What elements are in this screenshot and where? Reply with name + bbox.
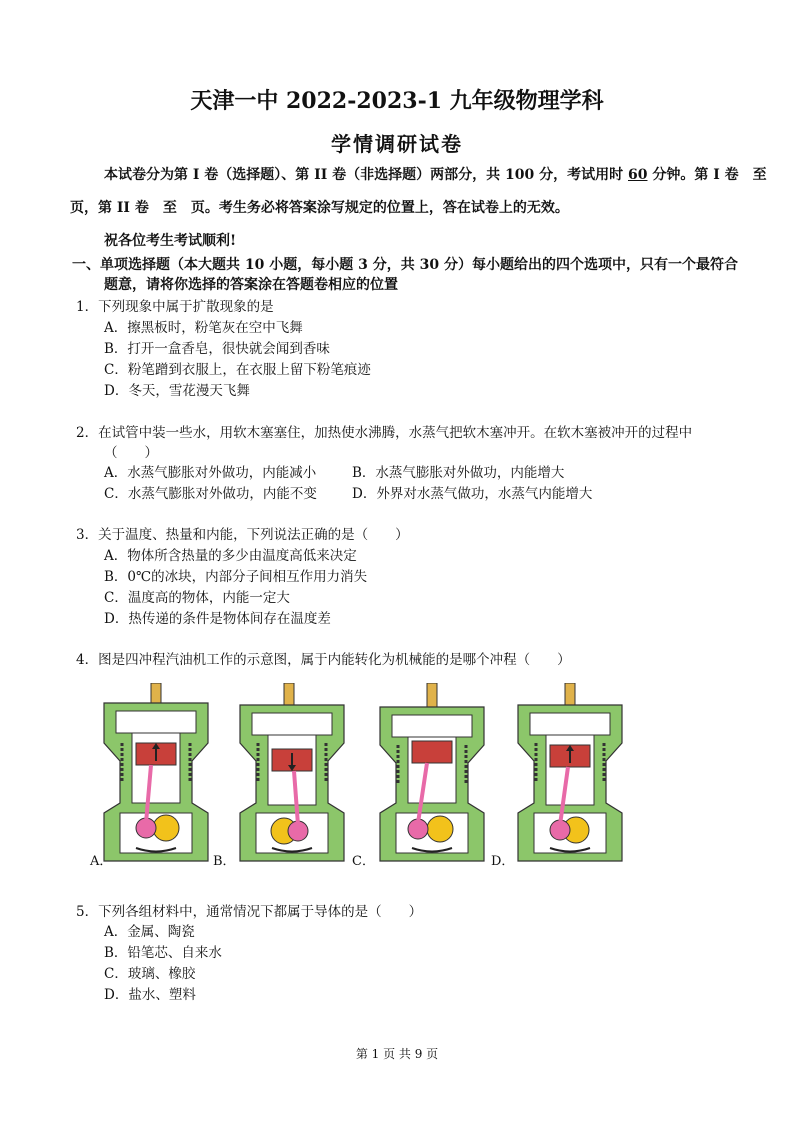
q3-option-b[interactable]: B．0℃的冰块，内部分子间相互作用力消失 <box>104 569 368 585</box>
q1-option-d[interactable]: D．冬天，雪花漫天飞舞 <box>104 383 250 399</box>
question-4-stem: 4．图是四冲程汽油机工作的示意图，属于内能转化为机械能的是哪个冲程（ ） <box>76 652 571 668</box>
q1-option-b[interactable]: B．打开一盒香皂，很快就会闻到香味 <box>104 341 330 357</box>
q1-option-a[interactable]: A．擦黑板时，粉笔灰在空中飞舞 <box>104 320 303 336</box>
section-heading-2: 题意，请将你选择的答案涂在答题卷相应的位置 <box>104 277 398 293</box>
question-2-bracket: （ ） <box>104 445 158 461</box>
q5-option-d[interactable]: D．盐水、塑料 <box>104 987 196 1003</box>
intro-line-2: 页，第 II 卷 至 页。考生务必将答案涂写规定的位置上，答在试卷上的无效。 <box>70 200 569 216</box>
exam-subtitle: 学情调研试卷 <box>331 132 463 156</box>
engine-label-c: C． <box>352 854 375 869</box>
engine-label-a: A． <box>90 854 113 869</box>
q2-option-b[interactable]: B．水蒸气膨胀对外做功，内能增大 <box>352 465 565 481</box>
question-2-stem: 2．在试管中装一些水，用软木塞塞住，加热使水沸腾，水蒸气把软木塞冲开。在软木塞被冲开的过程中 <box>76 425 693 441</box>
q3-option-d[interactable]: D．热传递的条件是物体间存在温度差 <box>104 611 331 627</box>
engine-diagram-c[interactable] <box>372 683 492 868</box>
q3-option-a[interactable]: A．物体所含热量的多少由温度高低来决定 <box>104 548 357 564</box>
question-1-stem: 1．下列现象中属于扩散现象的是 <box>76 299 274 315</box>
engine-label-b: B． <box>213 854 236 869</box>
q2-option-d[interactable]: D．外界对水蒸气做功，水蒸气内能增大 <box>352 486 593 502</box>
intro-line-1: 本试卷分为第 I 卷（选择题）、第 II 卷（非选择题）两部分，共 100 分，考试用时 60 分钟。第 I 卷 至 <box>104 167 767 183</box>
question-3-stem: 3．关于温度、热量和内能，下列说法正确的是（ ） <box>76 527 409 543</box>
q2-option-c[interactable]: C．水蒸气膨胀对外做功，内能不变 <box>104 486 317 502</box>
wish-line: 祝各位考生考试顺利! <box>104 233 237 249</box>
q5-option-c[interactable]: C．玻璃、橡胶 <box>104 966 196 982</box>
q5-option-a[interactable]: A．金属、陶瓷 <box>104 924 195 940</box>
engine-diagram-a[interactable] <box>96 683 216 868</box>
engine-diagram-b[interactable] <box>232 683 352 868</box>
engine-label-d: D． <box>491 854 515 869</box>
engine-diagram-d[interactable] <box>510 683 630 868</box>
page-footer: 第 1 页 共 9 页 <box>355 1047 439 1061</box>
section-heading-1: 一、单项选择题（本大题共 10 小题，每小题 3 分，共 30 分）每小题给出的四个选项中，只有一个最符合 <box>72 257 738 273</box>
question-5-stem: 5．下列各组材料中，通常情况下都属于导体的是（ ） <box>76 904 423 920</box>
q2-option-a[interactable]: A．水蒸气膨胀对外做功，内能减小 <box>104 465 317 481</box>
q5-option-b[interactable]: B．铅笔芯、自来水 <box>104 945 222 961</box>
exam-title: 天津一中 2022-2023-1 九年级物理学科 <box>190 88 604 114</box>
q3-option-c[interactable]: C．温度高的物体，内能一定大 <box>104 590 290 606</box>
q1-option-c[interactable]: C．粉笔蹭到衣服上，在衣服上留下粉笔痕迹 <box>104 362 371 378</box>
